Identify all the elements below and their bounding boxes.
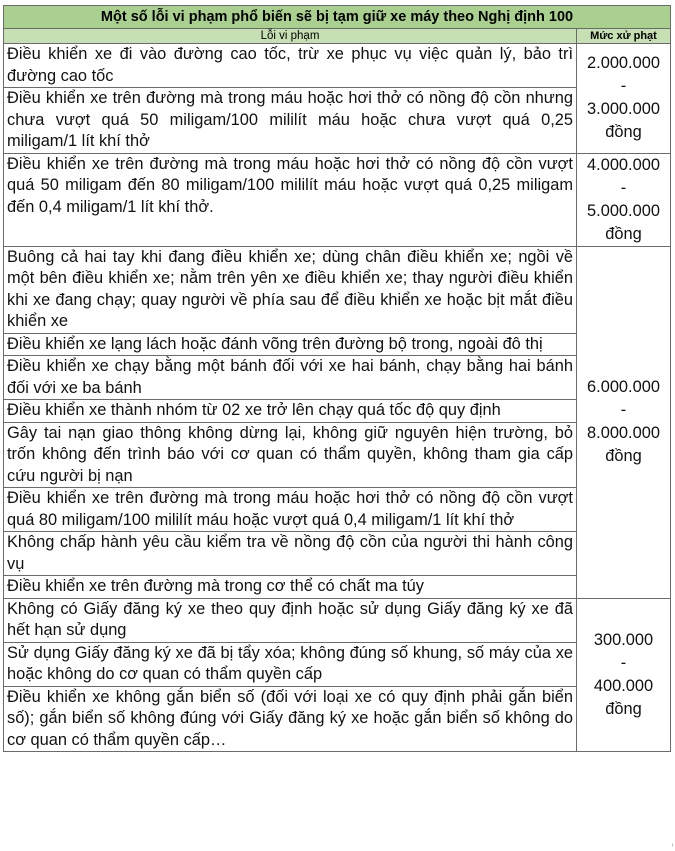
fine-cell: [577, 246, 671, 598]
table-row: [4, 598, 671, 642]
fine-column-header: Mức xử phạt: [577, 29, 671, 44]
table-row: [4, 333, 671, 356]
fine-unit: đồng: [605, 699, 642, 718]
violation-cell: Không chấp hành yêu cầu kiểm tra về nồng độ cồn của người thi hành công vụ: [4, 532, 577, 576]
fine-from: 300.000: [593, 630, 654, 649]
fine-from: 2.000.000: [587, 54, 660, 73]
violation-cell: Điều khiển xe không gắn biển số (đối với loại xe có quy định phải gắn biển số); gắn biển số không đúng với Giấy đăng ký xe hoặc gắn biển số không do cơ quan có thẩm quyền cấp…: [4, 686, 577, 752]
fine-to: 5.000.000: [587, 201, 660, 220]
fine-sep: -: [620, 401, 627, 419]
fine-sep: -: [620, 653, 627, 672]
table-row: [4, 88, 671, 154]
table-row: [4, 246, 671, 333]
violation-cell: Điều khiển xe chạy bằng một bánh đối với xe hai bánh, chạy bằng hai bánh đối với xe ba bánh: [4, 356, 577, 400]
fine-to: 400.000: [593, 676, 654, 695]
violation-column-header: Lỗi vi phạm: [4, 29, 577, 44]
fine-unit: đồng: [605, 447, 642, 465]
table-row: [4, 153, 671, 246]
table-row: [4, 532, 671, 576]
fine-cell: [577, 598, 671, 752]
violation-cell: Điều khiển xe trên đường mà trong cơ thể có chất ma túy: [4, 576, 577, 599]
fine-cell: [577, 44, 671, 154]
fine-unit: đồng: [605, 224, 642, 243]
violation-cell: Sử dụng Giấy đăng ký xe đã bị tẩy xóa; không đúng số khung, số máy của xe hoặc không do cơ quan có thẩm quyền cấp: [4, 642, 577, 686]
table-row: [4, 642, 671, 686]
fine-sep: -: [620, 77, 627, 96]
fine-to: 3.000.000: [587, 100, 660, 119]
fine-cell: [577, 153, 671, 246]
fine-to: 8.000.000: [587, 424, 660, 442]
violation-cell: Điều khiển xe đi vào đường cao tốc, trừ xe phục vụ việc quản lý, bảo trì đường cao tốc: [4, 44, 577, 88]
table-row: [4, 576, 671, 599]
table-title: Một số lỗi vi phạm phổ biến sẽ bị tạm giữ xe máy theo Nghị định 100: [4, 6, 671, 29]
violation-cell: Buông cả hai tay khi đang điều khiển xe; dùng chân điều khiển xe; ngồi về một bên điều khiển xe; nằm trên yên xe điều khiển xe; thay người điều khiển khi xe đang chạy; quay người về phía sau để điều khiển xe hoặc bịt mắt điều khiển xe: [4, 246, 577, 333]
violation-cell: Điều khiển xe thành nhóm từ 02 xe trở lên chạy quá tốc độ quy định: [4, 400, 577, 423]
table-row: [4, 44, 671, 88]
fine-unit: đồng: [605, 123, 642, 142]
violation-cell: Điều khiển xe lạng lách hoặc đánh võng trên đường bộ trong, ngoài đô thị: [4, 333, 577, 356]
table-row: [4, 400, 671, 423]
violation-cell: Gây tai nạn giao thông không dừng lại, không giữ nguyên hiện trường, bỏ trốn không đến trình báo với cơ quan có thẩm quyền, không tham gia cấp cứu người bị nạn: [4, 422, 577, 488]
fine-from: 4.000.000: [587, 155, 660, 174]
fine-sep: -: [620, 178, 627, 197]
fine-from: 6.000.000: [587, 378, 660, 396]
corner-mark: ⁱ: [672, 842, 674, 851]
violation-cell: Điều khiển xe trên đường mà trong máu hoặc hơi thở có nồng độ cồn vượt quá 80 miligam/100 mililít máu hoặc vượt quá 0,4 miligam/1 lít khí thở: [4, 488, 577, 532]
table-row: [4, 422, 671, 488]
table-row: [4, 488, 671, 532]
violation-cell: Không có Giấy đăng ký xe theo quy định hoặc sử dụng Giấy đăng ký xe đã hết hạn sử dụng: [4, 598, 577, 642]
table-body: [4, 44, 671, 752]
table-row: [4, 686, 671, 752]
table-row: [4, 356, 671, 400]
violation-cell: Điều khiển xe trên đường mà trong máu hoặc hơi thở có nồng độ cồn vượt quá 50 miligam đến 80 miligam/100 mililít máu hoặc vượt quá 0,25 miligam đến 0,4 miligam/1 lít khí thở.: [4, 153, 577, 246]
fines-table: [3, 5, 671, 752]
violation-cell: Điều khiển xe trên đường mà trong máu hoặc hơi thở có nồng độ cồn nhưng chưa vượt quá 50 miligam/100 mililít máu hoặc chưa vượt quá 0,25 miligam/1 lít khí thở: [4, 88, 577, 154]
